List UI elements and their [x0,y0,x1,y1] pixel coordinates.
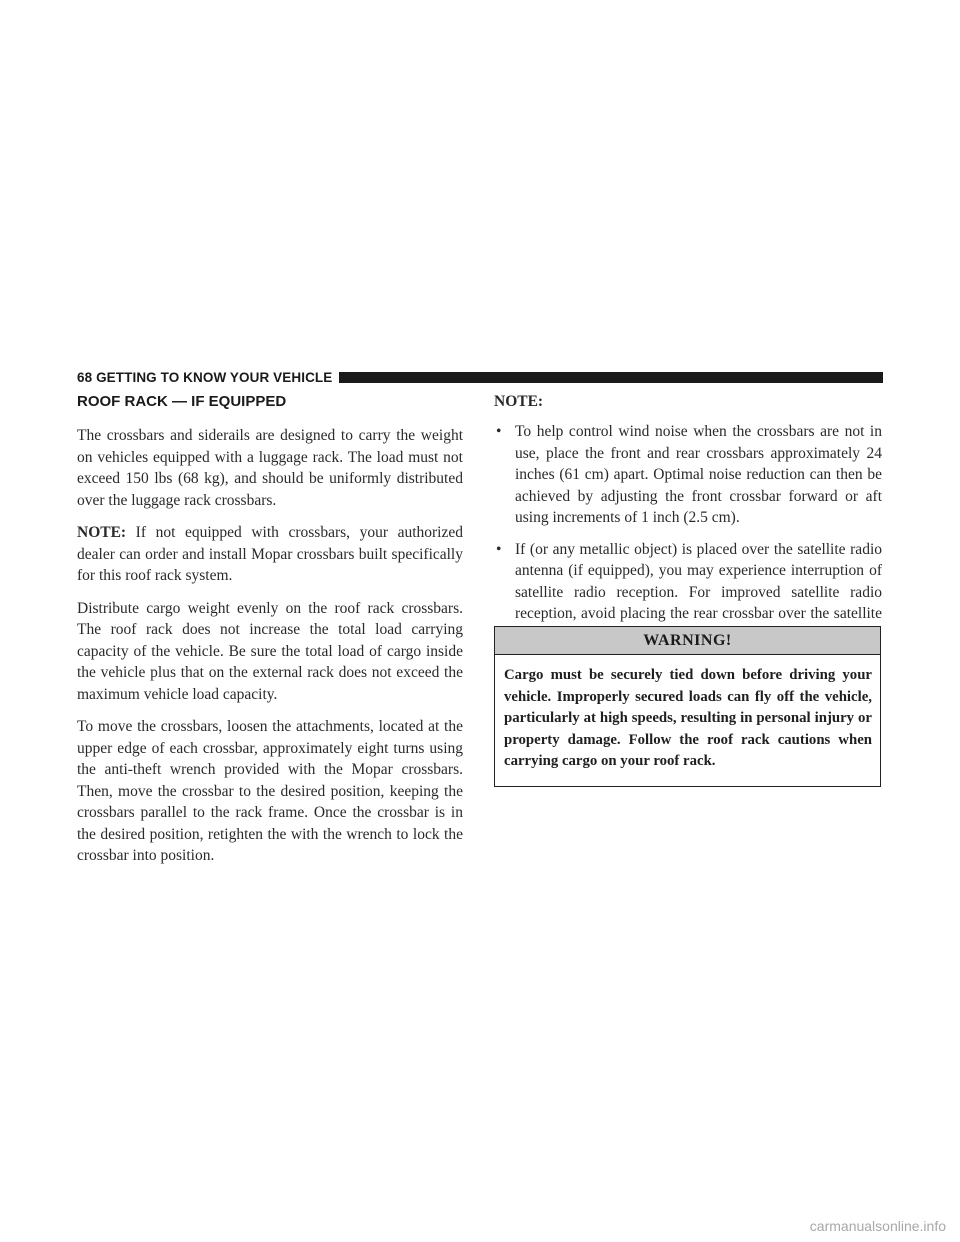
page-number-section-label: 68 GETTING TO KNOW YOUR VEHICLE [77,369,333,385]
bullet-text: If (or any metallic object) is placed over the satellite radio antenna (if equipped), you may experience interruption of satellite radio reception. For improved satellite radio reception, avoid placing the rear crossbar over the satellite [515,540,882,622]
bullet-icon: • [496,423,502,440]
warning-box [494,626,881,787]
paragraph-distribute-cargo: Distribute cargo weight evenly on the roof rack crossbars. The roof rack does not increase the total load carrying capacity of the vehicle. Be sure the total load of cargo inside the vehicle plus that on the external rack does not exceed the maximum vehicle load capacity. [77,599,463,703]
left-column [77,393,463,878]
list-item [494,421,882,529]
note-label: NOTE: [77,524,127,541]
note-bullet-list [494,421,882,646]
bullet-text: To help control wind noise when the crossbars are not in use, place the front and rear crossbars approximately 24 inches (61 cm) apart. Optimal noise reduction can then be achieved by adjusting the front crossbar forward or aft using increments of 1 inch (2.5 cm). [515,423,882,526]
note-text: If not equipped with crossbars, your authorized dealer can order and install Mopar crossbars built specifically for this roof rack system. [77,524,463,584]
page-header [77,369,883,385]
right-column [494,393,882,656]
warning-title: WARNING! [495,627,880,655]
watermark: carmanualsonline.info [809,1218,946,1234]
paragraph-load-limit: The crossbars and siderails are designed to carry the weight on vehicles equipped with a luggage rack. The load must not exceed 150 lbs (68 kg), and should be uniformly distributed over the luggage rack crossbars. [77,427,463,509]
section-title: ROOF RACK — IF EQUIPPED [77,393,287,410]
warning-text: Cargo must be securely tied down before driving your vehicle. Improperly secured loads can fly off the vehicle, particularly at high speeds, resulting in personal injury or property damage. Follow the roof rack cautions when carrying cargo on your roof rack. [504,667,872,769]
bullet-icon: • [496,540,502,558]
note-heading: NOTE: [494,393,544,410]
note-crossbars [77,522,463,587]
header-rule [339,372,883,383]
paragraph-move-crossbars: To move the crossbars, loosen the attachments, located at the upper edge of each crossbar, approximately eight turns using the anti-theft wrench provided with the Mopar crossbars. Then, move the crossbar to the desired position, keeping the crossbars parallel to the rack frame. Once the crossbar is in the desired position, retighten the with the wrench to lock the crossbar into position. [77,718,463,864]
